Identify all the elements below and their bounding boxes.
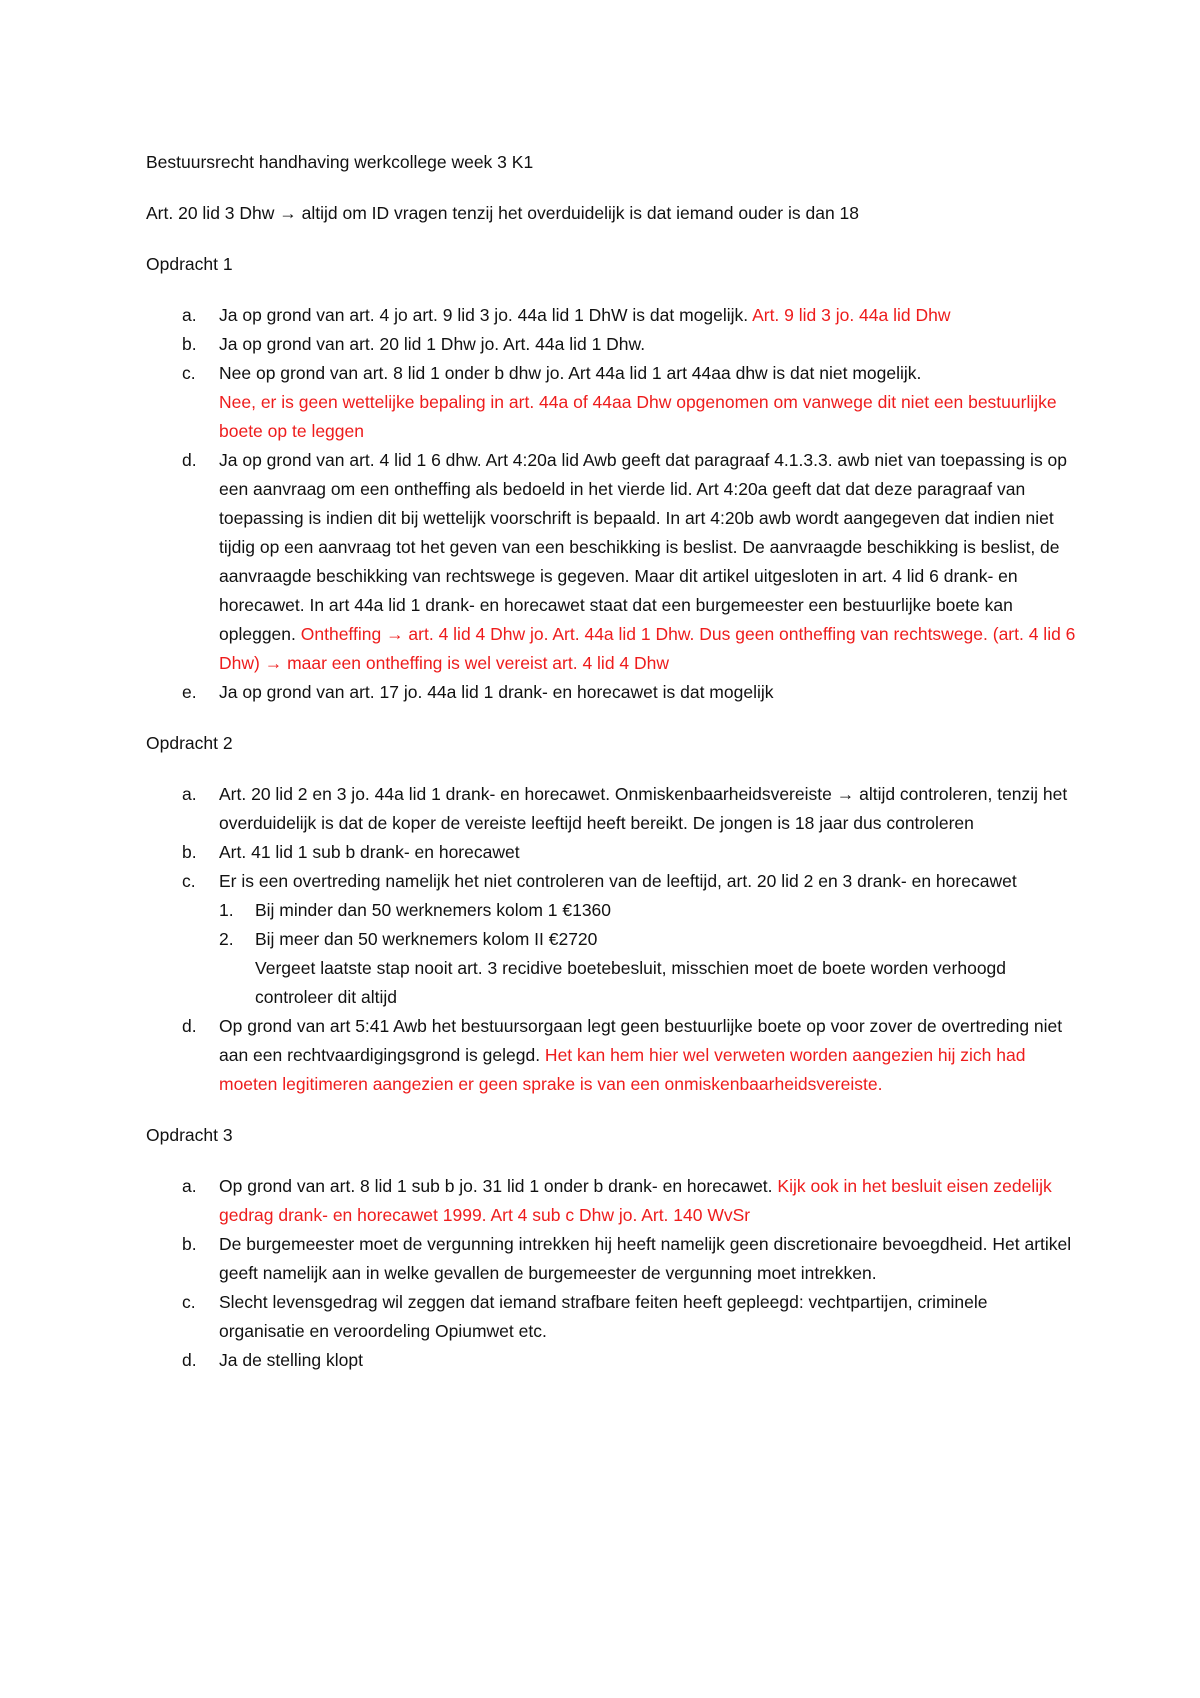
list-marker: a.	[182, 784, 197, 804]
list-marker: c.	[182, 363, 196, 383]
answer-text: Nee op grond van art. 8 lid 1 onder b dhw jo. Art 44a lid 1 art 44aa dhw is dat niet mogelijk.	[219, 363, 922, 383]
intro-line	[146, 199, 1076, 228]
list-marker: 1.	[219, 900, 234, 920]
answer-text: Ja de stelling klopt	[219, 1350, 363, 1370]
list-item	[146, 780, 1076, 838]
answer-correction: Kijk ook in het besluit eisen zedelijk gedrag drank- en horecawet 1999. Art 4 sub c Dhw jo. Art. 140 WvSr	[219, 1176, 1052, 1225]
sub-list-item	[219, 925, 1076, 1012]
answer-correction: Art. 9 lid 3 jo. 44a lid Dhw	[748, 305, 951, 325]
answer-text: De burgemeester moet de vergunning intrekken hij heeft namelijk geen discretionaire bevoegdheid. Het artikel geeft namelijk aan in welke gevallen de burgemeester de vergunning moet intrekken.	[219, 1234, 1072, 1283]
answer-correction: Nee, er is geen wettelijke bepaling in art. 44a of 44aa Dhw opgenomen om vanwege dit niet een bestuurlijke boete op te leggen	[219, 392, 1057, 441]
answer-text: altijd controleren, tenzij het overduidelijk is dat de koper de vereiste leeftijd heeft bereikt. De jongen is 18 jaar dus controleren	[219, 784, 1068, 833]
sub-item-text: Bij minder dan 50 werknemers kolom 1 €1360	[255, 900, 612, 920]
sub-list	[219, 896, 1076, 1012]
list-item	[146, 1012, 1076, 1099]
right-arrow-icon: →	[279, 203, 297, 223]
answer-text: Op grond van art 5:41 Awb het bestuursorgaan legt geen bestuurlijke boete op voor zover de overtreding niet aan een rechtvaardigingsgrond is gelegd.	[219, 1016, 1063, 1065]
document-body	[146, 148, 1076, 1397]
list-marker: a.	[182, 305, 197, 325]
list-item	[146, 446, 1076, 678]
list-marker: d.	[182, 1350, 197, 1370]
answer-list	[146, 780, 1076, 1099]
list-marker: d.	[182, 1016, 197, 1036]
answer-text: Er is een overtreding namelijk het niet controleren van de leeftijd, art. 20 lid 2 en 3 drank- en horecawet	[219, 871, 1017, 891]
list-item	[146, 867, 1076, 1012]
list-marker: 2.	[219, 929, 234, 949]
intro-text: Art. 20 lid 3 Dhw	[146, 203, 280, 223]
list-item	[146, 1288, 1076, 1346]
answer-text: Ja op grond van art. 17 jo. 44a lid 1 drank- en horecawet is dat mogelijk	[219, 682, 774, 702]
answer-list	[146, 301, 1076, 707]
answer-text: Ja op grond van art. 4 lid 1 6 dhw. Art 4:20a lid Awb geeft dat paragraaf 4.1.3.3. awb niet van toepassing is op een aanvraag om een ontheffing als bedoeld in het vierde lid. Art 4:20a geeft dat dat deze paragraaf van toepassing is indien dit bij wettelijk voorschrift is bepaald. In art 4:20b awb wordt aangegeven dat indien niet tijdig op een aanvraag tot het geven van een beschikking is beslist. De aanvraagde beschikking is beslist, de aanvraagde beschikking van rechtswege is gegeven. Maar dit artikel uitgesloten in art. 4 lid 6 drank- en horecawet. In art 44a lid 1 drank- en horecawet staat dat een burgemeester een bestuurlijke boete kan opleggen.	[219, 450, 1068, 644]
list-marker: b.	[182, 334, 197, 354]
answer-correction: Het kan hem hier wel verweten worden aangezien hij zich had moeten legitimeren aangezien er geen sprake is van een onmiskenbaarheidsvereiste.	[219, 1045, 1026, 1094]
list-marker: b.	[182, 1234, 197, 1254]
right-arrow-icon: →	[264, 653, 283, 673]
answer-correction: Ontheffing	[295, 624, 387, 644]
section-heading: Opdracht 1	[146, 254, 233, 274]
list-item	[146, 359, 1076, 446]
section-heading: Opdracht 2	[146, 733, 233, 753]
answer-text: Ja op grond van art. 20 lid 1 Dhw jo. Art. 44a lid 1 Dhw.	[219, 334, 646, 354]
list-item	[146, 678, 1076, 707]
right-arrow-icon: →	[836, 784, 855, 804]
right-arrow-icon: →	[386, 624, 404, 644]
answer-text: Slecht levensgedrag wil zeggen dat iemand strafbare feiten heeft gepleegd: vechtpartijen, criminele organisatie en veroordeling Opiumwet etc.	[219, 1292, 988, 1341]
answer-text: Art. 41 lid 1 sub b drank- en horecawet	[219, 842, 520, 862]
answer-correction: maar een ontheffing is wel vereist art. 4 lid 4 Dhw	[282, 653, 670, 673]
answer-text: Op grond van art. 8 lid 1 sub b jo. 31 lid 1 onder b drank- en horecawet.	[219, 1176, 773, 1196]
intro-text-end: altijd om ID vragen tenzij het overduidelijk is dat iemand ouder is dan 18	[296, 203, 860, 223]
sub-item-text: Bij meer dan 50 werknemers kolom II €2720	[255, 929, 598, 949]
list-marker: a.	[182, 1176, 197, 1196]
sub-list-item	[219, 896, 1076, 925]
section-heading: Opdracht 3	[146, 1125, 233, 1145]
list-marker: c.	[182, 871, 196, 891]
list-marker: b.	[182, 842, 197, 862]
list-item	[146, 301, 1076, 330]
list-item	[146, 1172, 1076, 1230]
sub-item-note: Vergeet laatste stap nooit art. 3 recidive boetebesluit, misschien moet de boete worden verhoogd controleer dit altijd	[255, 958, 1007, 1007]
list-marker: e.	[182, 682, 197, 702]
answer-list	[146, 1172, 1076, 1375]
list-item	[146, 838, 1076, 867]
list-item	[146, 1346, 1076, 1375]
list-item	[146, 330, 1076, 359]
document-title: Bestuursrecht handhaving werkcollege week 3 K1	[146, 152, 534, 172]
answer-correction: art. 4 lid 4 Dhw jo. Art. 44a lid 1 Dhw. Dus geen ontheffing van rechtswege. (art. 4 lid 6 Dhw)	[219, 624, 1076, 673]
list-marker: c.	[182, 1292, 196, 1312]
answer-text: Art. 20 lid 2 en 3 jo. 44a lid 1 drank- en horecawet. Onmiskenbaarheidsvereiste	[219, 784, 837, 804]
list-item	[146, 1230, 1076, 1288]
list-marker: d.	[182, 450, 197, 470]
answer-text: Ja op grond van art. 4 jo art. 9 lid 3 jo. 44a lid 1 DhW is dat mogelijk.	[219, 305, 749, 325]
